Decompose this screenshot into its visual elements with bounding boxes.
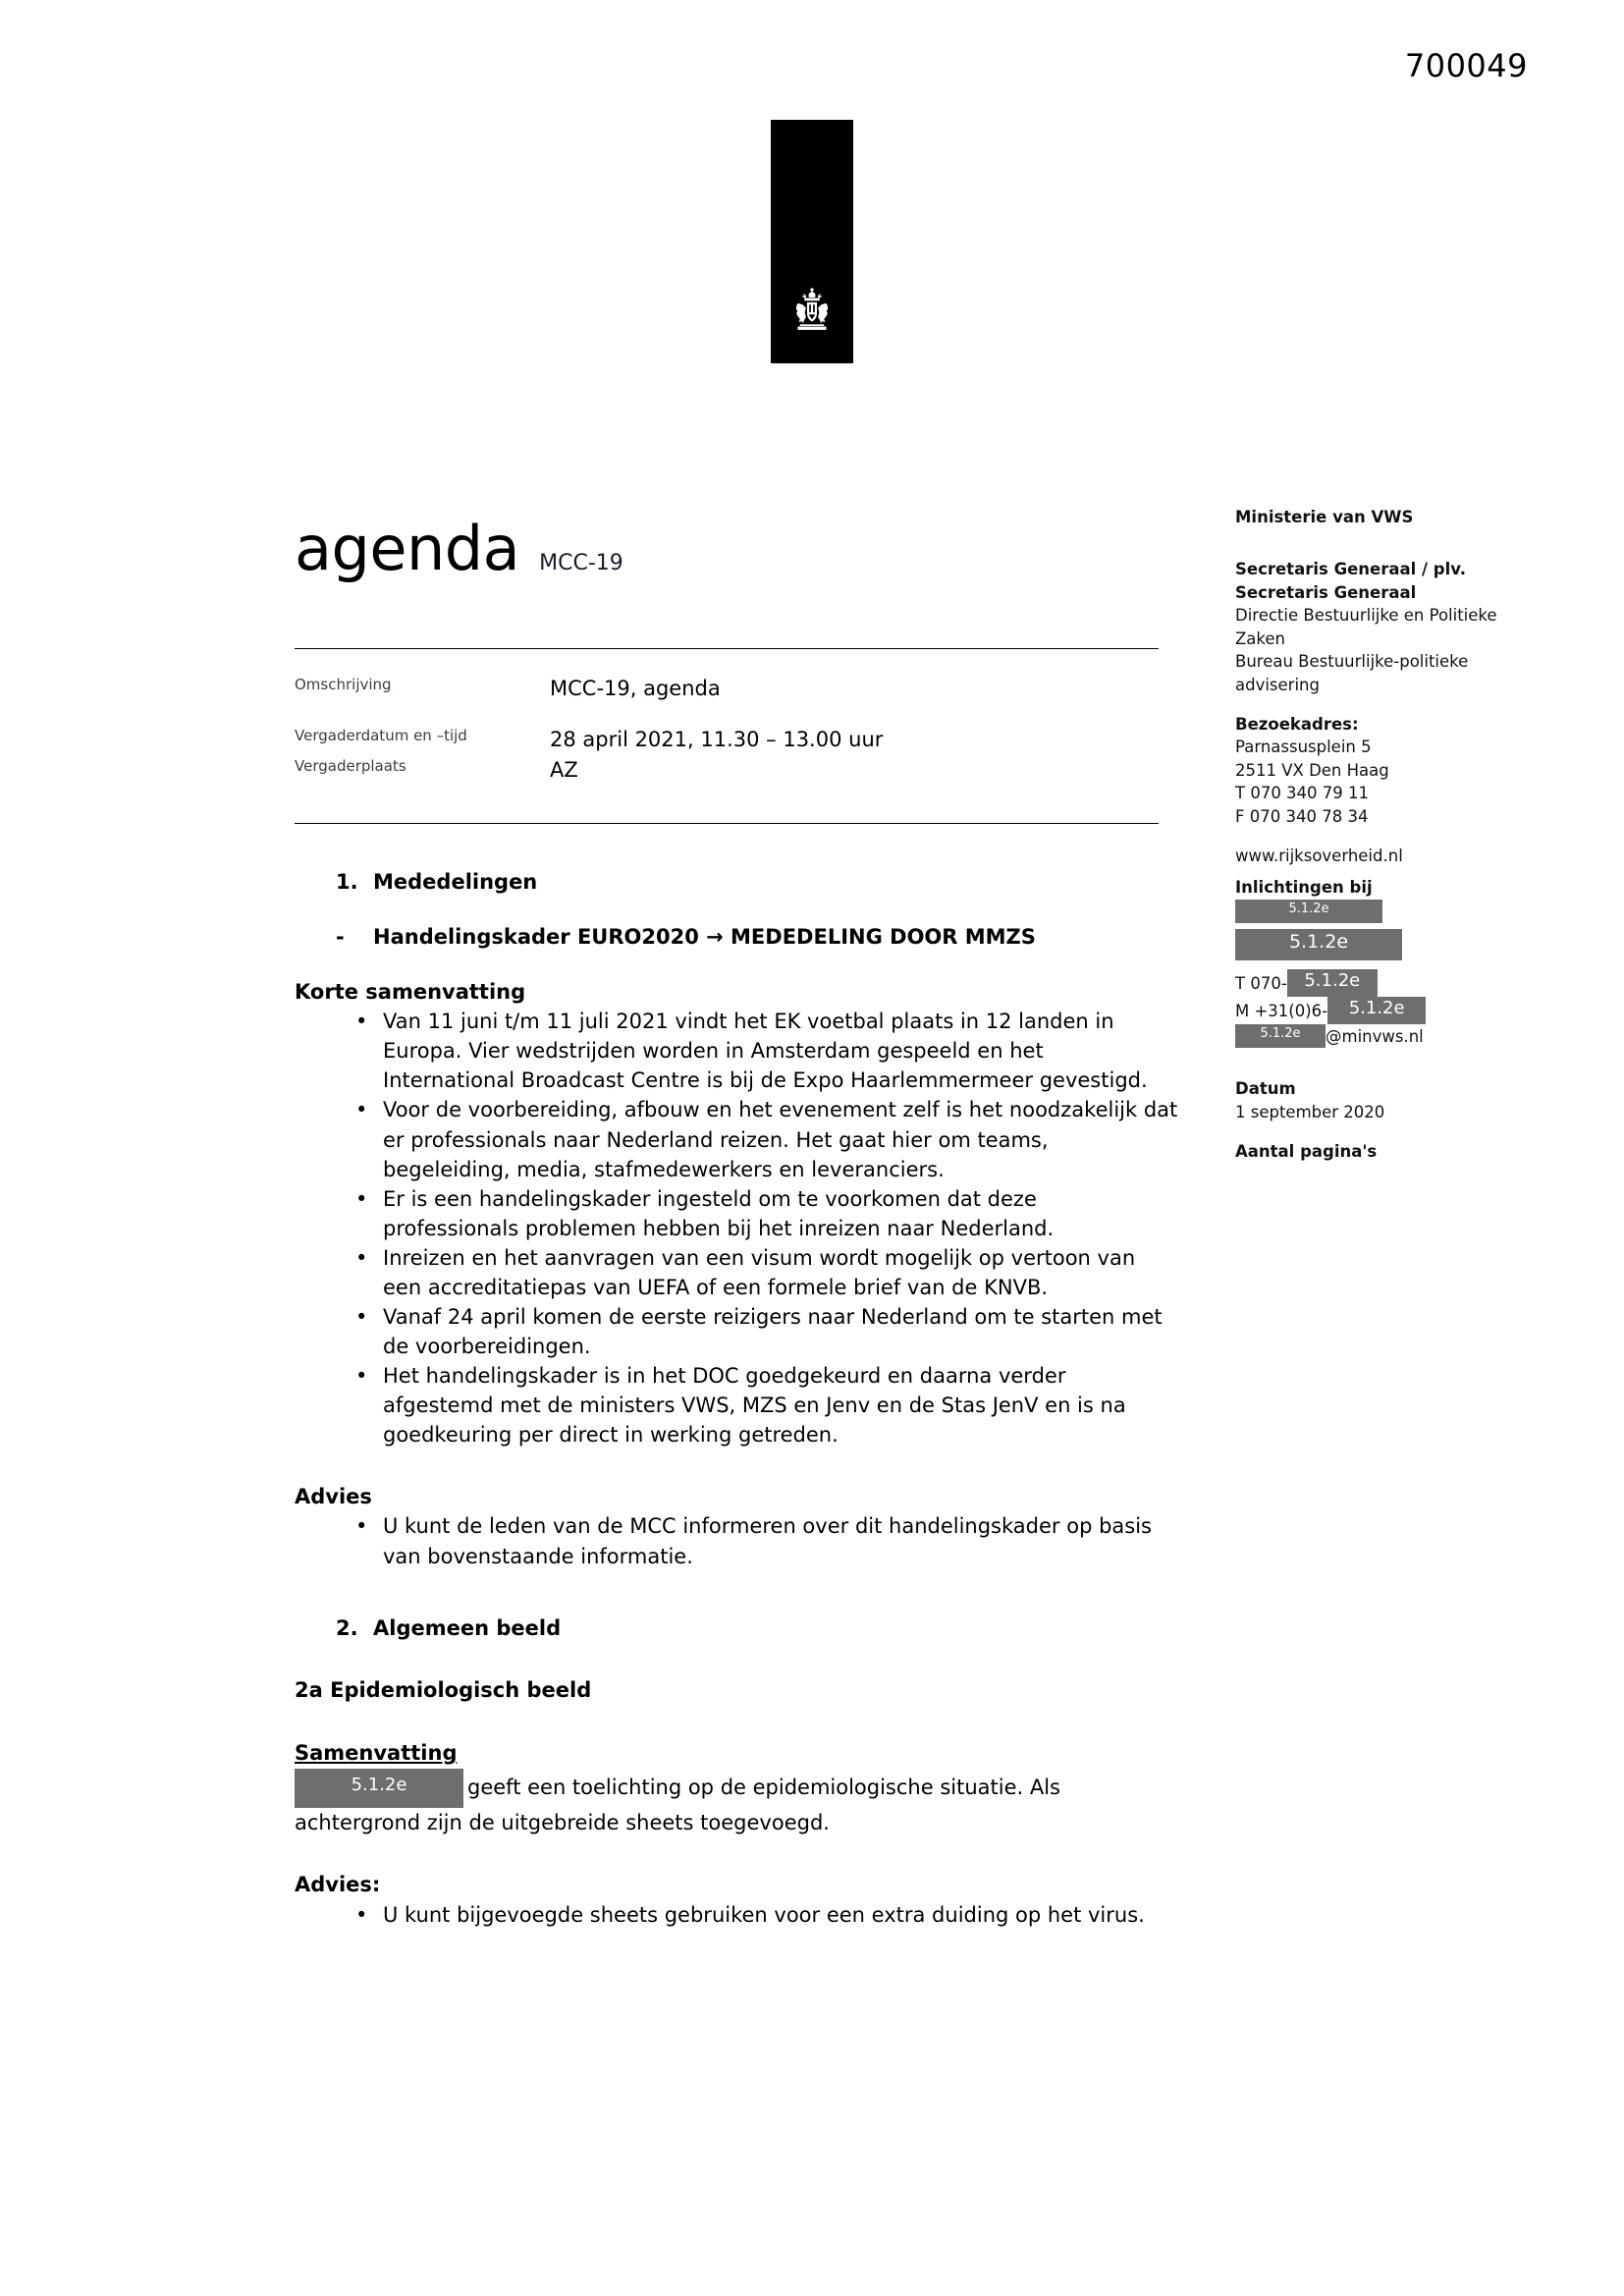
page-title-row: [295, 513, 623, 584]
meta-row: [295, 755, 1159, 785]
sidebar-address-line-2: 2511 VX Den Haag: [1235, 760, 1389, 780]
sidebar-date-heading: Datum: [1235, 1079, 1296, 1099]
sidebar-address-line-1: Parnassusplein 5: [1235, 738, 1372, 757]
agenda-item-1-number: 1.: [336, 870, 358, 894]
sidebar-info-heading: Inlichtingen bij: [1235, 878, 1373, 898]
list-item: • U kunt de leden van de MCC informeren over dit handelingskader op basis van bovenstaande informatie.: [295, 1511, 1178, 1570]
list-item: • Inreizen en het aanvragen van een visum wordt mogelijk op vertoon van een accreditatiepas van UEFA of een formele brief van de KNVB.: [295, 1243, 1178, 1302]
list-item: • Er is een handelingskader ingesteld om te voorkomen dat deze professionals problemen hebben bij het inreizen naar Nederland.: [295, 1184, 1178, 1243]
meta-row: [295, 725, 1159, 754]
meta-value-vergaderplaats: AZ: [550, 757, 578, 782]
list-item: • Vanaf 24 april komen de eerste reizigers naar Nederland om te starten met de voorbereidingen.: [295, 1302, 1178, 1361]
korte-samenvatting-list: [295, 1007, 1178, 1449]
sidebar-pages-heading: Aantal pagina's: [1235, 1142, 1378, 1162]
list-item: • Voor de voorbereiding, afbouw en het evenement zelf is het noodzakelijk dat er professionals naar Nederland reizen. Het gaat hier om teams, begeleiding, media, stafmedewerkers en leveranciers.: [295, 1095, 1178, 1183]
sidebar-dept-line-2: Zaken: [1235, 629, 1285, 648]
agenda-item-1-label: Mededelingen: [373, 870, 538, 894]
meta-label-omschrijving: Omschrijving: [295, 676, 392, 693]
sidebar-contact-phone-prefix: T 070-: [1235, 973, 1287, 993]
sidebar-dept-heading-1: Secretaris Generaal / plv.: [1235, 560, 1466, 579]
redaction-box-function: 5.1.2e: [1235, 929, 1402, 960]
list-item: • Het handelingskader is in het DOC goedgekeurd en daarna verder afgestemd met de ministers VWS, MZS en Jenv en de Stas JenV en is na goedkeuring per direct in werking getreden.: [295, 1361, 1178, 1449]
heading-advies-1: Advies: [295, 1484, 372, 1508]
agenda-item-2-label: Algemeen beeld: [373, 1615, 562, 1640]
sidebar-dept-line-3: Bureau Bestuurlijke-politieke: [1235, 652, 1469, 672]
redaction-box-body-name: 5.1.2e: [295, 1769, 463, 1808]
sidebar-dept-line-4: advisering: [1235, 675, 1320, 694]
page-title: agenda: [295, 513, 520, 584]
heading-samenvatting: Samenvatting: [295, 1741, 458, 1766]
sidebar: [1235, 506, 1520, 1164]
sidebar-email-suffix: @minvws.nl: [1326, 1026, 1424, 1046]
document-body: [295, 868, 1178, 1930]
meta-value-vergaderdatum: 28 april 2021, 11.30 – 13.00 uur: [550, 728, 884, 752]
sidebar-date-value: 1 september 2020: [1235, 1102, 1385, 1121]
heading-section-2a: 2a Epidemiologisch beeld: [295, 1678, 592, 1703]
sidebar-website: www.rijksoverheid.nl: [1235, 847, 1403, 866]
meta-label-vergaderdatum: Vergaderdatum en –tijd: [295, 727, 467, 745]
sidebar-fax: F 070 340 78 34: [1235, 806, 1369, 826]
agenda-subitem-1-emphasis: EURO2020 → MEDEDELING DOOR MMZS: [576, 924, 1036, 949]
sidebar-visit-heading: Bezoekadres:: [1235, 714, 1359, 734]
sidebar-contact-phone-row: [1235, 969, 1520, 997]
agenda-subitem-1: [295, 923, 1178, 953]
rijksoverheid-logo-banner: [771, 120, 853, 363]
samenvatting-block: [295, 1739, 1178, 1837]
redaction-box-mobile: 5.1.2e: [1327, 997, 1426, 1024]
heading-korte-samenvatting: Korte samenvatting: [295, 979, 526, 1004]
meta-row: [295, 674, 1159, 703]
agenda-item-2: [295, 1614, 1178, 1644]
sidebar-ministry: Ministerie van VWS: [1235, 508, 1414, 526]
redaction-box-name: 5.1.2e: [1235, 900, 1382, 923]
sidebar-contact-mobile-row: [1235, 997, 1520, 1024]
redaction-box-phone: 5.1.2e: [1287, 969, 1378, 997]
agenda-subitem-1-label: [373, 923, 1036, 953]
heading-advies-2: Advies:: [295, 1873, 381, 1897]
redaction-box-email: 5.1.2e: [1235, 1024, 1326, 1048]
meta-table: [295, 674, 1159, 785]
sidebar-dept-heading-2: Secretaris Generaal: [1235, 582, 1417, 602]
list-item: • U kunt bijgevoegde sheets gebruiken voor een extra duiding op het virus.: [295, 1900, 1178, 1930]
agenda-subitem-1-dash: -: [336, 924, 345, 949]
meta-label-vergaderplaats: Vergaderplaats: [295, 756, 406, 775]
sidebar-phone: T 070 340 79 11: [1235, 784, 1370, 803]
agenda-subitem-1-text: Handelingskader: [373, 924, 577, 949]
divider-top: [295, 648, 1159, 649]
agenda-item-2-number: 2.: [336, 1615, 358, 1640]
sidebar-contact-mobile-prefix: M +31(0)6-: [1235, 1001, 1328, 1020]
samenvatting-text: geeft een toelichting op de epidemiologische situatie. Als achtergrond zijn de uitgebreide sheets toegevoegd.: [295, 1775, 1060, 1834]
advies-1-list: [295, 1511, 1178, 1570]
agenda-item-1: [295, 868, 1178, 898]
document-number: 700049: [1404, 47, 1528, 84]
page-subtitle: MCC-19: [539, 551, 623, 575]
sidebar-dept-line-1: Directie Bestuurlijke en Politieke: [1235, 606, 1497, 626]
samenvatting-paragraph: [295, 1769, 1178, 1837]
sidebar-contact-email-row: [1235, 1024, 1520, 1048]
netherlands-coat-of-arms-icon: [785, 285, 839, 340]
divider-bottom: [295, 823, 1159, 824]
advies-2-list: [295, 1900, 1178, 1930]
list-item: • Van 11 juni t/m 11 juli 2021 vindt het EK voetbal plaats in 12 landen in Europa. Vier wedstrijden worden in Amsterdam gespeeld en het International Broadcast Centre is bij de Expo Haarlemmermeer gevestigd.: [295, 1007, 1178, 1095]
meta-value-omschrijving: MCC-19, agenda: [550, 677, 721, 700]
